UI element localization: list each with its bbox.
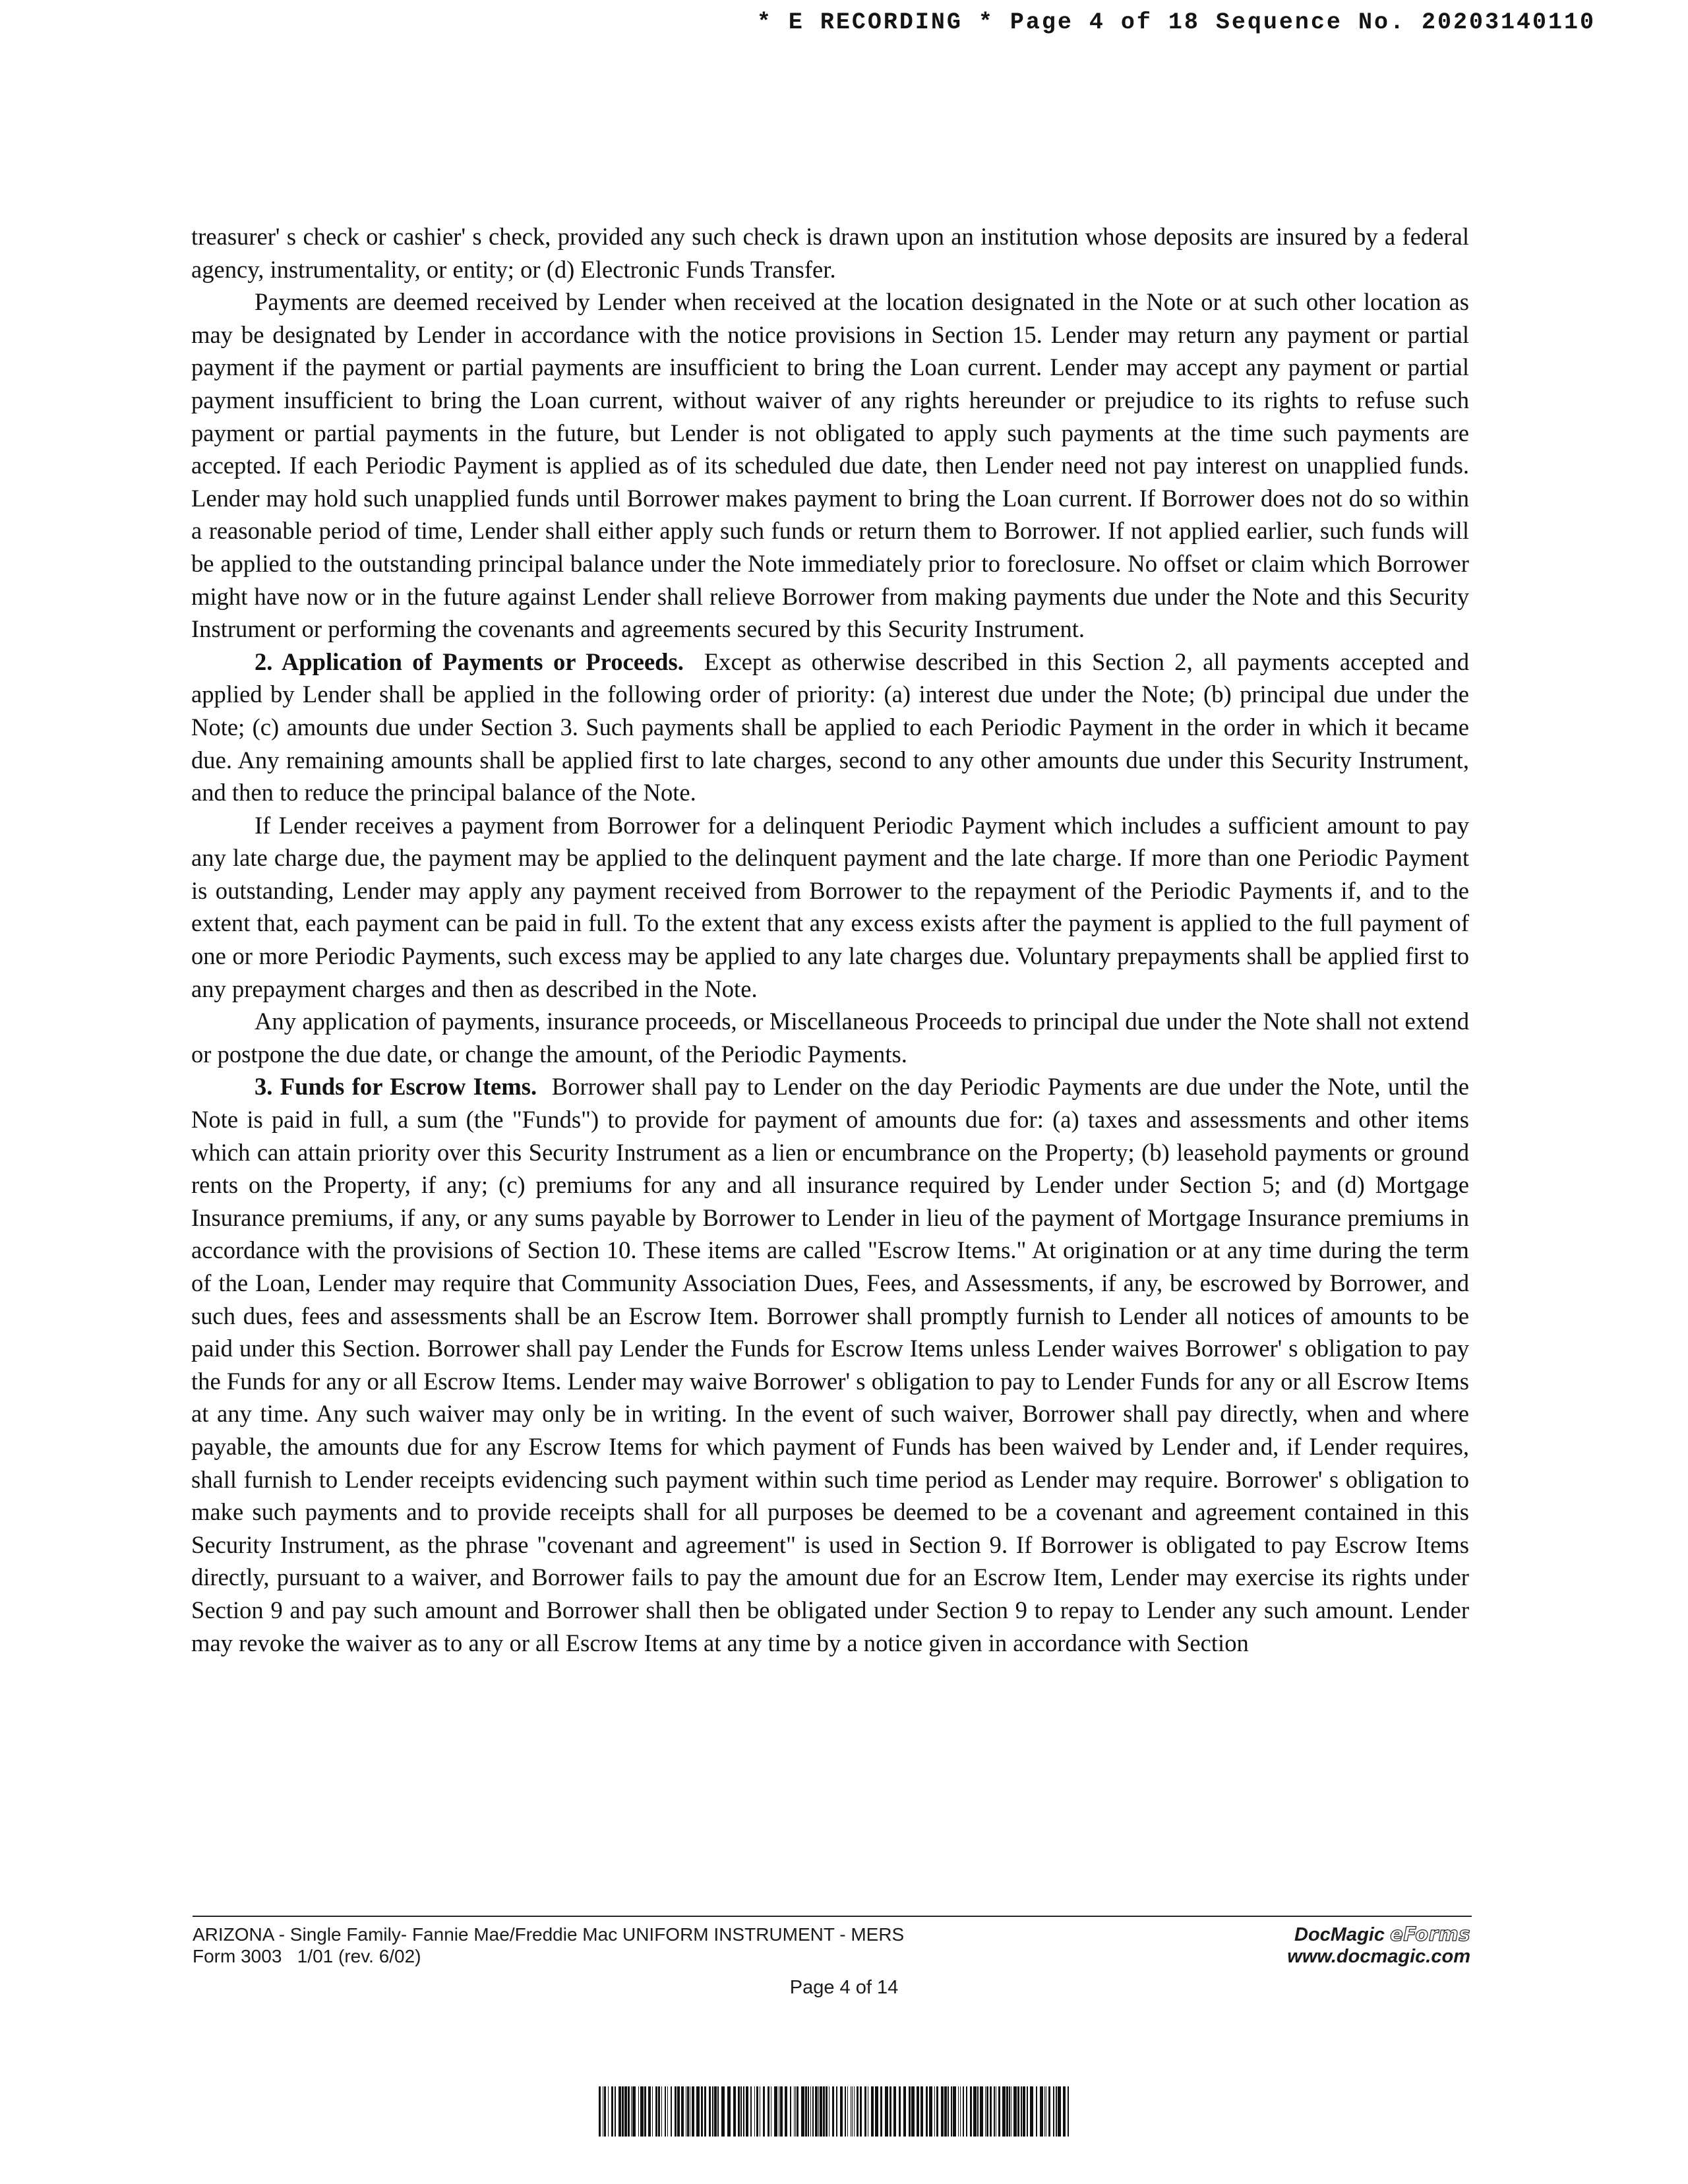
- page-number: Page 4 of 14: [789, 1977, 899, 1998]
- eforms-logo: eForms: [1390, 1923, 1470, 1945]
- section-3-funds-for-escrow: [191, 1070, 1469, 1659]
- brand-website: www.docmagic.com: [1287, 1946, 1470, 1967]
- docmagic-logo: [1287, 1924, 1470, 1968]
- brand-line: [1287, 1924, 1470, 1946]
- footer-divider: [193, 1916, 1472, 1917]
- section-2-heading: 2. Application of Payments or Proceeds.: [255, 648, 684, 675]
- section-3-text: Borrower shall pay to Lender on the day Periodic Payments are due under the Note, until the Note is paid in full, a sum (the "Funds") to provide for payment of amounts due for: (a) taxes and assessments and other items which can attain priority over this Security Instrument as a lien or encumbrance on the Property; (b) leasehold payments or ground rents on the Property, if any; (c) premiums for any and all insurance required by Lender under Section 5; and (d) Mortgage Insurance premiums, if any, or any sums payable by Borrower to Lender in lieu of the payment of Mortgage Insurance premiums in accordance with the provisions of Section 10. These items are called "Escrow Items." At origination or at any time during the term of the Loan, Lender may require that Community Association Dues, Fees, and Assessments, if any, be escrowed by Borrower, and such dues, fees and assessments shall be an Escrow Item. Borrower shall promptly furnish to Lender all notices of amounts to be paid under this Section. Borrower shall pay Lender the Funds for Escrow Items unless Lender waives Borrower' s obligation to pay the Funds for any or all Escrow Items. Lender may waive Borrower' s obligation to pay to Lender Funds for any or all Escrow Items at any time. Any such waiver may only be in writing. In the event of such waiver, Borrower shall pay directly, when and where payable, the amounts due for any Escrow Items for which payment of Funds has been waived by Lender and, if Lender requires, shall furnish to Lender receipts evidencing such payment within such time period as Lender may require. Borrower' s obligation to make such payments and to provide receipts shall for all purposes be deemed to be a covenant and agreement contained in this Security Instrument, as the phrase "covenant and agreement" is used in Section 9. If Borrower is obligated to pay Escrow Items directly, pursuant to a waiver, and Borrower fails to pay the amount due for an Escrow Item, Lender may exercise its rights under Section 9 and pay such amount and Borrower shall then be obligated under Section 9 to repay to Lender any such amount. Lender may revoke the waiver as to any or all Escrow Items at any time by a notice given in accordance with Section: [191, 1073, 1469, 1656]
- section-3-heading: 3. Funds for Escrow Items.: [255, 1073, 537, 1101]
- form-title: ARIZONA - Single Family- Fannie Mae/Freddie Mac UNIFORM INSTRUMENT - MERS: [193, 1924, 905, 1945]
- form-number: Form 3003 1/01 (rev. 6/02): [193, 1946, 421, 1966]
- paragraph-delinquent-payment: If Lender receives a payment from Borrower for a delinquent Periodic Payment which includes a sufficient amount to pay any late charge due, the payment may be applied to the delinquent payment and the late charge. If more than one Periodic Payment is outstanding, Lender may apply any payment received from Borrower to the repayment of the Periodic Payments if, and to the extent that, each payment can be paid in full. To the extent that any excess exists after the payment is applied to the full payment of one or more Periodic Payments, such excess may be applied to any late charges due. Voluntary prepayments shall be applied first to any prepayment charges and then as described in the Note.: [191, 811, 1469, 1002]
- recording-header: * E RECORDING * Page 4 of 18 Sequence No. 20203140110: [756, 9, 1596, 36]
- paragraph-payment-methods: treasurer' s check or cashier' s check, provided any such check is drawn upon an institution whose deposits are insured by a federal agency, instrumentality, or entity; or (d) Electronic Funds Transfer.: [191, 223, 1469, 283]
- barcode-icon: [599, 2086, 1073, 2137]
- section-2-text: Except as otherwise described in this Section 2, all payments accepted and applied by Lender shall be applied in the following order of priority: (a) interest due under the Note; (b) principal due under the Note; (c) amounts due under Section 3. Such payments shall be applied to each Periodic Payment in the order in which it became due. Any remaining amounts shall be applied first to late charges, second to any other amounts due under this Security Instrument, and then to reduce the principal balance of the Note.: [191, 648, 1469, 806]
- paragraph-payments-received: Payments are deemed received by Lender when received at the location designated in the Note or at such other location as may be designated by Lender in accordance with the notice provisions in Section 15. Lender may return any payment or partial payment if the payment or partial payments are insufficient to bring the Loan current. Lender may accept any payment or partial payment insufficient to bring the Loan current, without waiver of any rights hereunder or prejudice to its rights to refuse such payment or partial payments in the future, but Lender is not obligated to apply such payments at the time such payments are accepted. If each Periodic Payment is applied as of its scheduled due date, then Lender need not pay interest on unapplied funds. Lender may hold such unapplied funds until Borrower makes payment to bring the Loan current. If Borrower does not do so within a reasonable period of time, Lender shall either apply such funds or return them to Borrower. If not applied earlier, such funds will be applied to the outstanding principal balance under the Note immediately prior to foreclosure. No offset or claim which Borrower might have now or in the future against Lender shall relieve Borrower from making payments due under the Note and this Security Instrument or performing the covenants and agreements secured by this Security Instrument.: [191, 288, 1469, 643]
- brand-name: DocMagic: [1294, 1924, 1385, 1945]
- paragraph-application-proceeds: Any application of payments, insurance proceeds, or Miscellaneous Proceeds to principal due under the Note shall not extend or postpone the due date, or change the amount, of the Periodic Payments.: [191, 1008, 1469, 1068]
- document-body: [191, 220, 1469, 1659]
- form-identifier: [193, 1924, 904, 1967]
- section-2-application-of-payments: [191, 646, 1469, 809]
